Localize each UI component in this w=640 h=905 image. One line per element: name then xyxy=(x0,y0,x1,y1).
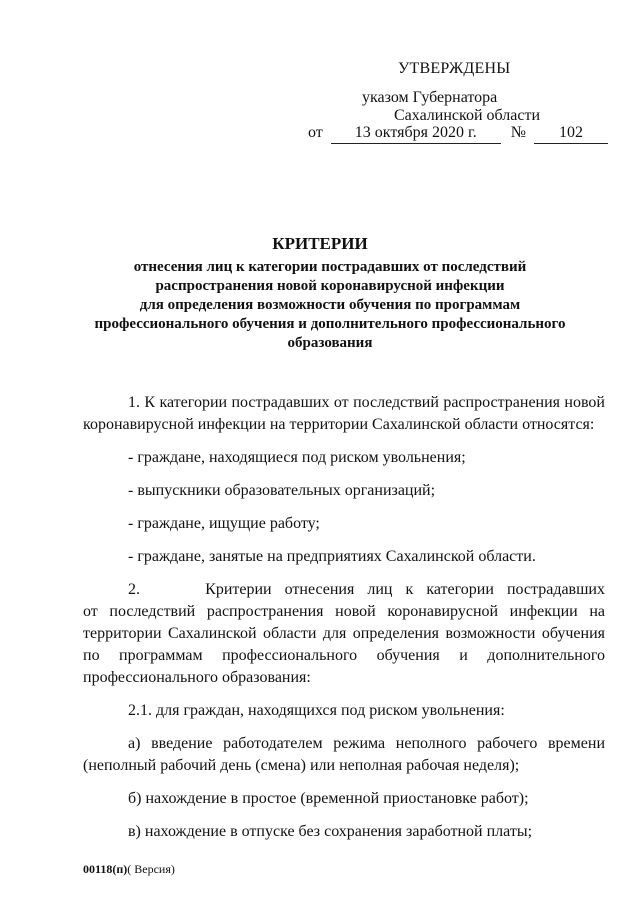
section-1-intro: 1. К категории пострадавших от последствий распространения новой коронавирусной инфекции на территории Сахалинской области относятся: xyxy=(83,394,605,433)
list-item: в) нахождение в отпуске без сохранения заработной платы; xyxy=(128,823,533,840)
section-2-1-heading: 2.1. для граждан, находящихся под риском увольнения: xyxy=(128,702,505,719)
approval-heading: УТВЕРЖДЕНЫ xyxy=(398,60,511,77)
subtitle-line: распространения новой коронавирусной инфекции xyxy=(155,278,505,294)
document-version: ( Версия) xyxy=(127,862,175,876)
document-code xyxy=(83,862,175,876)
document-code-number: 00118(п) xyxy=(83,862,128,876)
document-body xyxy=(83,392,605,843)
document-title: КРИТЕРИИ xyxy=(272,234,368,253)
section-2-intro-first-line: 2. Критерии отнесения лиц к категории пострадавших xyxy=(128,581,605,598)
subtitle-line: образования xyxy=(287,335,373,351)
list-item: - граждане, находящиеся под риском увольнения; xyxy=(128,449,466,466)
number-label: № xyxy=(510,124,527,141)
subtitle-line: для определения возможности обучения по программам xyxy=(139,297,521,313)
decree-number: 102 xyxy=(534,123,608,144)
subtitle-line: профессионального обучения и дополнительного профессионального xyxy=(94,316,566,332)
list-item: - граждане, занятые на предприятиях Сахалинской области. xyxy=(128,548,536,565)
subtitle-line: отнесения лиц к категории пострадавших от последствий xyxy=(133,259,527,275)
section-2-intro: от последствий распространения новой коронавирусной инфекции на территории Сахалинской области для определения возможности обучения по программам профессионального обучения и дополнительного профессионального образования: xyxy=(83,603,605,686)
list-item: - граждане, ищущие работу; xyxy=(128,515,320,532)
list-item: б) нахождение в простое (временной приостановке работ); xyxy=(128,790,529,807)
from-label: от xyxy=(308,124,323,141)
decree-date: 13 октября 2020 г. xyxy=(331,123,501,144)
document-subtitle xyxy=(80,258,580,353)
list-item: - выпускники образовательных организаций; xyxy=(128,482,436,499)
approval-date-row xyxy=(308,123,608,144)
approval-region: Сахалинской области xyxy=(394,107,541,124)
list-item: а) введение работодателем режима неполного рабочего времени (неполный рабочий день (смена) или неполная рабочая неделя); xyxy=(83,735,605,774)
approval-authority: указом Губернатора xyxy=(362,89,498,106)
